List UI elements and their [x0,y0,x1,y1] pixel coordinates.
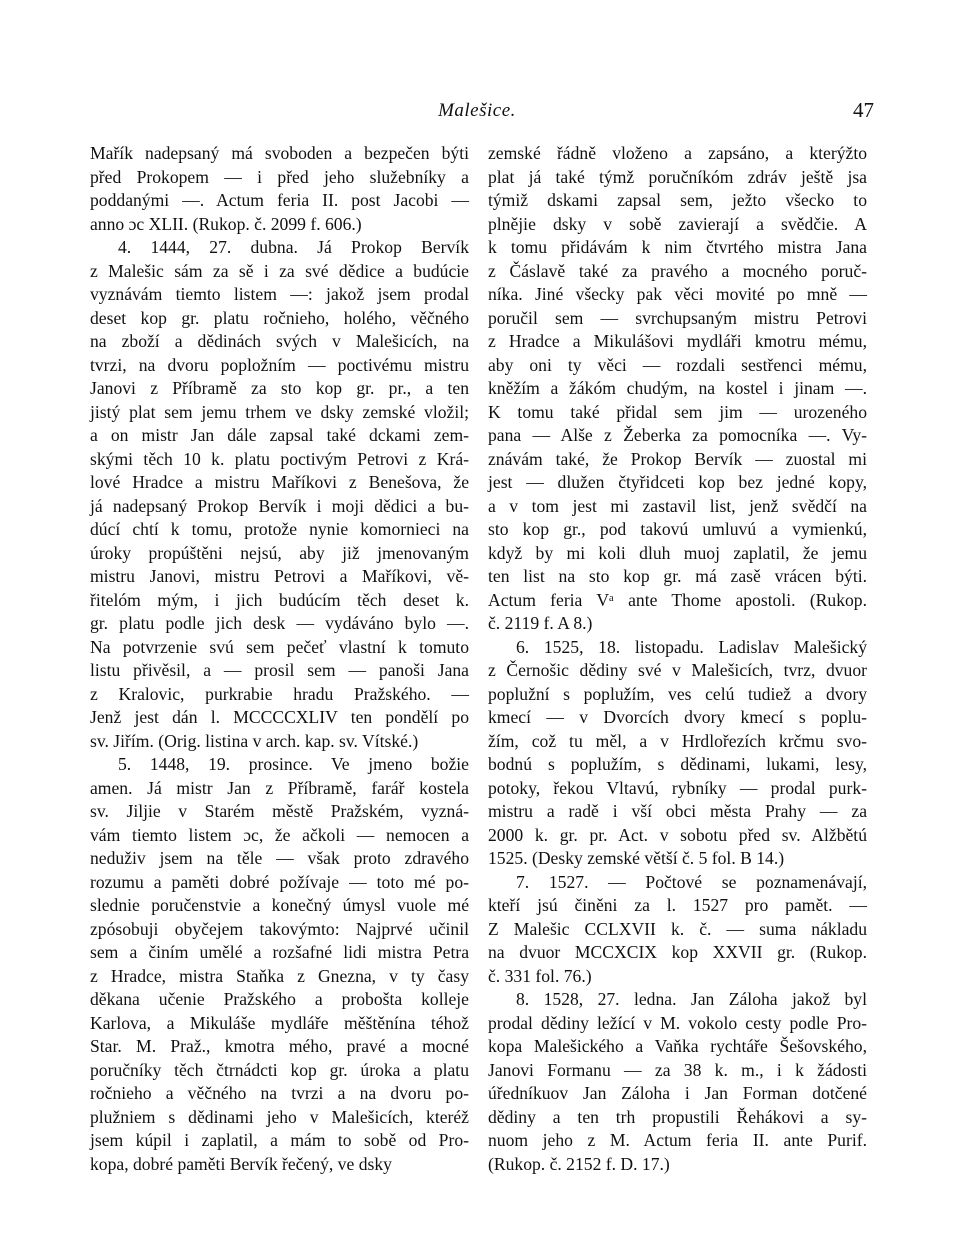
text-line: k tomu přidávám k nim čtvrtého mistra Jana [488,237,867,257]
text-line: níka. Jiné všecky pak věci movité po mně — [488,284,867,304]
text-line: zpósobuji obyčejem takovýmto: Najprvé učinil [90,918,469,939]
text-line: kopa, dobré paměti Bervík řečený, ve dsky [90,1153,392,1174]
text-line: jistý plat sem jemu trhem ve dsky zemské vložil; [90,401,469,422]
text-line: na zboží a dědinách svých v Malešicích, na [90,331,469,351]
text-line: potoky, řekou Vltavú, rybníky — prodal purk- [488,777,867,798]
text-line: kteří jsú činěni za l. 1527 pro pamět. — [488,895,867,915]
text-line: 4. 1444, 27. dubna. Já Prokop Bervík [118,237,469,257]
text-line: jsem kúpil i zaplatil, a mám to sobě od Pro- [90,1130,469,1150]
text-line: z Hradce, mistra Staňka z Gnezna, v ty časy [90,965,469,986]
text-line: lové Hradce a mistru Maříkovi z Benešova, že [90,472,469,492]
text-line: jest — dlužen čtyřidceti kop bez jedné kopy, [488,472,867,492]
text-line: poručníky těch čtrnádcti kop gr. úroka a platu [90,1059,469,1080]
text-line: z Kralovic, purkrabie hradu Pražského. — [90,683,469,704]
text-line: č. 2119 f. A 8.) [488,613,593,633]
text-line: prodal dědiny ležící v M. vokolo cesty podle Pro- [488,1012,867,1033]
text-line: 8. 1528, 27. ledna. Jan Záloha jakož byl [516,989,867,1009]
text-line: z Hradce a Mikulášovi mydláři kmotru mému, [488,331,867,351]
text-line: listu přivěsil, a — prosil sem — panoši Jana [90,660,469,680]
text-line: aby oni ty věci — rozdali sestřenci mému, [488,354,867,375]
text-line: já nadepsaný Prokop Bervík i moji dědici a bu- [90,495,469,516]
right-text-column [488,142,867,1176]
text-line: slednie poručenstvie a konečný úmysl vuole mé [90,895,469,915]
text-line: Na potvrzenie svú sem pečeť vlastní k tomuto [90,636,469,657]
text-line: (Rukop. č. 2152 f. D. 17.) [488,1153,670,1174]
left-text-column [90,142,469,1176]
text-line: děkana učenie Pražského a probošta kolleje [90,989,469,1009]
text-line: 5. 1448, 19. prosince. Ve jmeno božie [118,754,469,774]
text-line: poručil sem — svrchupsaným mistru Petrovi [488,307,867,328]
text-line: sto kop gr., pod takovú umluvú a vymienkú, [488,519,867,539]
text-line: č. 331 fol. 76.) [488,965,592,986]
text-line: sv. Jiřím. (Orig. listina v arch. kap. sv. Vítské.) [90,730,419,751]
text-line: gr. platu podle jich desk — vydáváno bylo —. [90,613,469,633]
text-line: rozumu a paměti dobré požívaje — toto mé po- [90,871,469,892]
text-line: skými těch 10 k. platu poctivým Petrovi z Krá- [90,448,469,469]
text-line: zemské řádně vloženo a zapsáno, a kterýžto [488,143,867,163]
text-line: z Černošic dědiny své v Malešicích, tvrz, dvuor [488,660,867,680]
text-line: z Čáslavě také za pravého a mocného poruč- [488,260,867,281]
text-line: anno ɔc XLII. (Rukop. č. 2099 f. 606.) [90,213,362,234]
text-line: deset kop gr. platu ročnieho, holého, věčného [90,307,469,328]
text-line: z Malešic sám za sě i za své dědice a budúcie [90,260,469,281]
text-line: na dvuor MCCXCIX kop XXVII gr. (Rukop. [488,942,867,962]
text-line: bodnú s poplužím, s dědinami, lukami, lesy, [488,754,867,774]
text-line: Actum feria Vᵃ ante Thome apostoli. (Rukop. [488,589,867,610]
text-line: týmiž dskami zapsal sem, ježto všecko to [488,190,867,210]
text-line: Janovi z Příbramě za sto kop gr. pr., a ten [90,378,469,398]
text-line: K tomu také přidal sem jim — urozeného [488,401,867,422]
text-line: pana — Alše z Žeberka za pomocníka —. Vy- [488,425,867,445]
text-line: Karlova, a Mikuláše mydláře měštěnína téhož [90,1012,469,1033]
text-line: kněžím a žákóm chudým, na kostel i jinam —. [488,378,867,398]
text-line: a v tom jest mi zastavil list, jenž svědčí na [488,495,867,516]
text-line: 1525. (Desky zemské větší č. 5 fol. B 14.) [488,848,785,868]
text-line: nuom jeho z M. Actum feria II. ante Purif. [488,1130,867,1150]
text-line: 6. 1525, 18. listopadu. Ladislav Malešický [516,636,867,657]
text-line: úroky propúštěni nejsú, aby již jmenovaným [90,542,469,563]
text-line: kopa Malešického a Vaňka rychtáře Šešovského, [488,1036,867,1056]
text-line: dědiny a ten trh propustili Řehákovi a sy- [488,1106,867,1127]
text-line: Mařík nadepsaný má svoboden a bezpečen býti [90,143,469,163]
text-line: plat já také týmž poručníkóm zdráv ještě jsa [488,166,867,187]
text-line: plužniem s dědinami jeho v Malešicích, kteréž [90,1106,469,1127]
text-line: Jenž jest dán l. MCCCCXLIV ten pondělí po [90,707,469,727]
text-line: 7. 1527. — Počtové se poznamenávají, [516,871,867,892]
text-line: 2000 k. gr. pr. Act. v sobotu před sv. Alžbětú [488,824,867,845]
text-line: neduživ jsem na těle — však proto zdravého [90,848,469,868]
text-line: poddanými —. Actum feria II. post Jacobi — [90,190,469,210]
text-line: mistru a radě i vší obci města Prahy — za [488,801,867,821]
text-line: Janovi Formanu — za 38 k. m., i k žádosti [488,1059,867,1080]
text-line: a on mistr Jan dále zapsal také dckami zem- [90,425,469,445]
text-line: Z Malešic CCLXVII k. č. — suma nákladu [488,918,867,939]
text-line: ten list na sto kop gr. má zasě vrácen býti. [488,566,867,586]
text-line: řitelóm mým, i jich budúcím těch deset k. [90,589,469,610]
text-line: sv. Jiljie v Starém městě Pražském, vyzná- [90,801,469,821]
running-title: Malešice. [438,100,516,121]
page-number: 47 [853,98,874,122]
text-line: vám tiemto listem ɔc, že ačkoli — nemocen a [90,824,469,845]
text-line: úředníkuov Jan Záloha i Jan Forman dotčené [488,1083,867,1103]
text-line: vyznávám tiemto listem —: jakož jsem prodal [90,284,469,304]
text-line: před Prokopem — i před jeho služebníky a [90,166,469,187]
text-line: když by mi koli dluh muoj zaplatil, že jemu [488,542,867,563]
text-line: tvrzi, na dvoru popložním — poctivému mistru [90,354,469,375]
text-line: dúcí chtí k tomu, protože nynie komornieci na [90,519,469,539]
text-line: plnějie dsky v sobě zavierají a svědčie. A [488,213,867,234]
text-line: amen. Já mistr Jan z Příbramě, farář kostela [90,777,469,798]
text-line: poplužní s poplužím, ves celú tudiež a dvory [488,683,867,704]
text-line: ročnieho a věčného na tvrzi a na dvoru po- [90,1083,469,1103]
text-line: mistru Janovi, mistru Petrovi a Maříkovi, vě- [90,566,469,586]
text-line: kmecí — v Dvorcích dvory kmecí s poplu- [488,707,867,727]
text-line: žím, což tu měl, a v Hrdlořezích krčmu svo- [488,730,867,751]
text-line: sem a činím umělé a rozšafné lidi mistra Petra [90,942,469,962]
text-line: Star. M. Praž., kmotra mého, pravé a mocné [90,1036,469,1056]
text-line: znávám také, že Prokop Bervík — zuostal mi [488,448,867,469]
